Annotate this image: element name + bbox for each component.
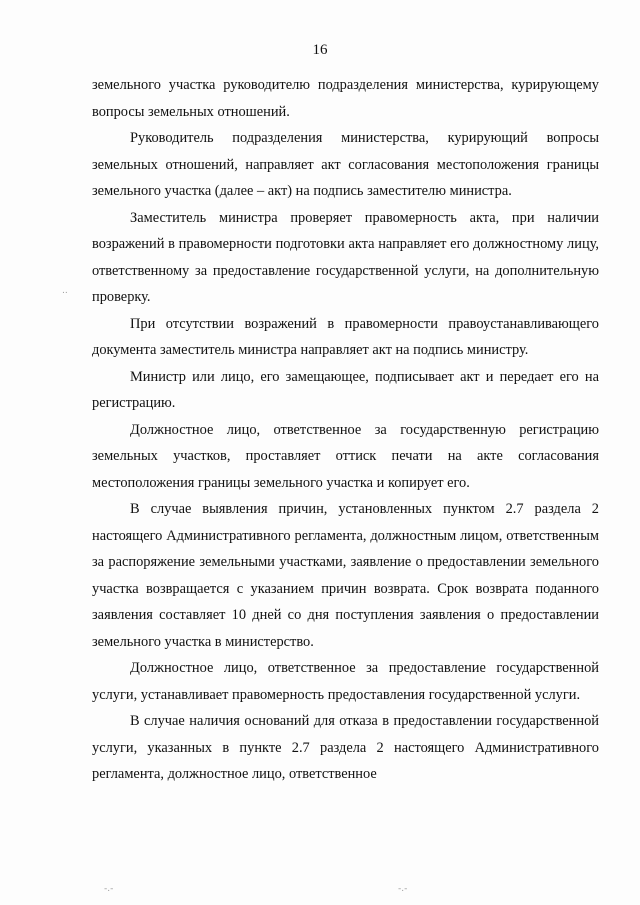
paragraph: Должностное лицо, ответственное за государственную регистрацию земельных участков, проставляет оттиск печати на акте согласования местоположения границы земельного участка и копирует его. xyxy=(92,421,599,491)
body-text xyxy=(92,72,599,788)
paragraph: В случае наличия оснований для отказа в предоставлении государственной услуги, указанных в пункте 2.7 раздела 2 настоящего Административного регламента, должностное лицо, ответственное xyxy=(92,713,599,782)
paragraph: В случае выявления причин, установленных пунктом 2.7 раздела 2 настоящего Административного регламента, должностным лицом, ответственным за распоряжение земельными участками, заявление о предоставлении земельного участка возвращается с указанием причин возврата. Срок возврата поданного заявления составляет 10 дней со дня поступления заявления о предоставлении земельного участка в министерство. xyxy=(92,501,599,650)
scan-artifact: .. xyxy=(62,286,68,296)
paragraph: Заместитель министра проверяет правомерность акта, при наличии возражений в правомерности подготовки акта направляет его должностному лицу, ответственному за предоставление государственной услуги, на дополнительную проверку. xyxy=(92,209,599,305)
paragraph-continuation: земельного участка руководителю подразделения министерства, курирующему вопросы земельных отношений. xyxy=(92,77,599,120)
paragraph: Должностное лицо, ответственное за предоставление государственной услуги, устанавливает правомерность предоставления государственной услуги. xyxy=(92,660,599,703)
paragraph: Руководитель подразделения министерства, курирующий вопросы земельных отношений, направляет акт согласования местоположения границы земельного участка (далее – акт) на подпись заместителю министра. xyxy=(92,130,599,199)
scan-artifact: -.- xyxy=(104,884,114,894)
paragraph: При отсутствии возражений в правомерности правоустанавливающего документа заместитель министра направляет акт на подпись министру. xyxy=(92,315,599,358)
page-number: 16 xyxy=(312,42,328,58)
scan-artifact: -.- xyxy=(398,884,408,894)
paragraph: Министр или лицо, его замещающее, подписывает акт и передает его на регистрацию. xyxy=(92,368,599,411)
